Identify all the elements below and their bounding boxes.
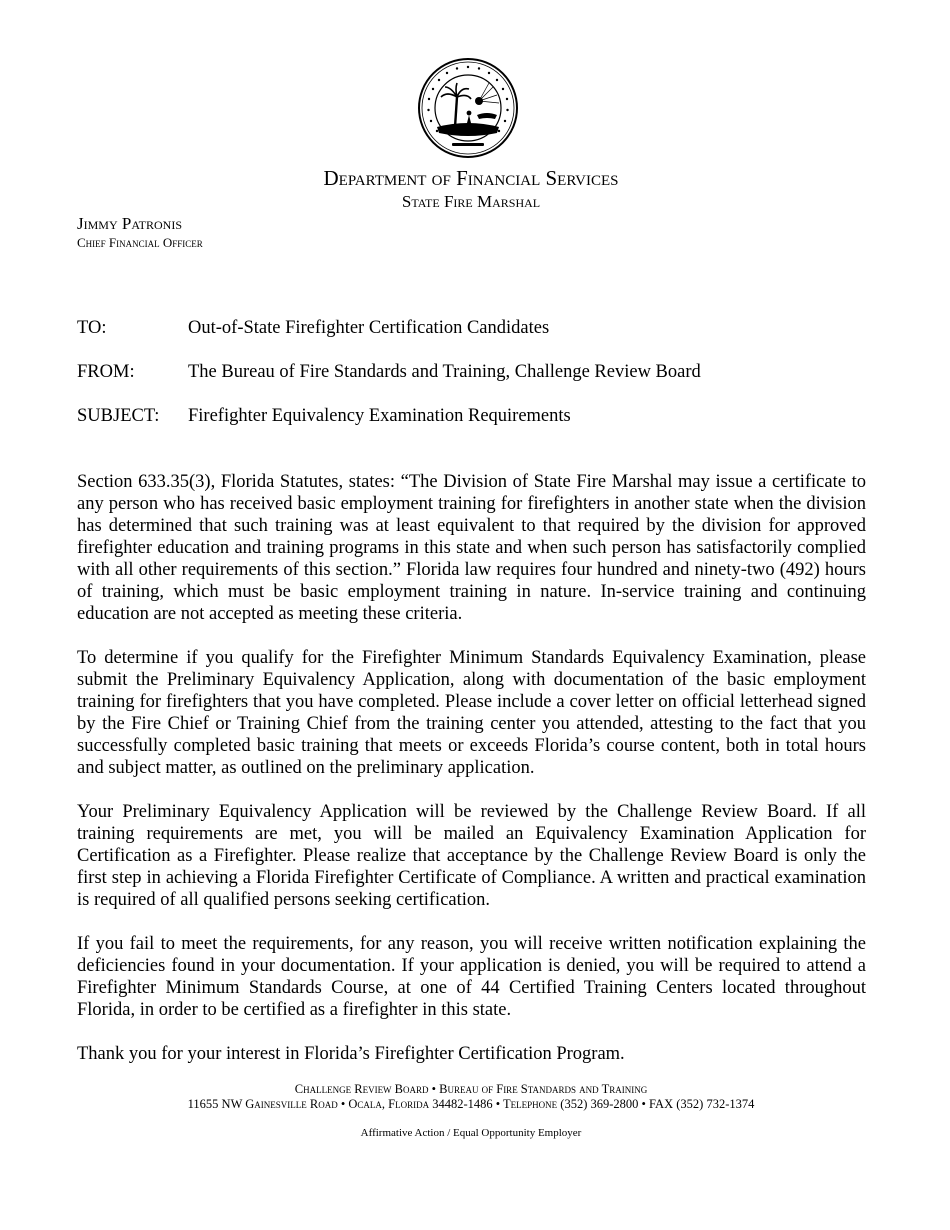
body-paragraph-statute: Section 633.35(3), Florida Statutes, states: “The Division of State Fire Marshal may issue a certificate to any person who has received basic employment training for firefighters in another state when the division has determined that such training was at least equivalent to that required by the division for approved firefighter education and training programs in this state and when such person has satisfactorily complied with all other requirements of this section.” Florida law requires four hundred and ninety-two (492) hours of training, which must be basic employment training in nature. In-service training and continuing education are not accepted as meeting these criteria. [77, 472, 866, 624]
body-paragraph-review: Your Preliminary Equivalency Application will be reviewed by the Challenge Review Board. If all training requirements are met, you will be mailed an Equivalency Examination Application for Certification as a Firefighter. Please realize that acceptance by the Challenge Review Board is only the first step in achieving a Florida Firefighter Certificate of Compliance. A written and practical examination is required of all qualified persons seeking certification. [77, 802, 866, 910]
memo-from-value: The Bureau of Fire Standards and Training, Challenge Review Board [188, 362, 701, 382]
memo-to-label: TO: [77, 318, 107, 338]
department-title: Department of Financial Services [323, 166, 619, 190]
footer-eoe: Affirmative Action / Equal Opportunity Employer [360, 1127, 582, 1139]
official-title: Chief Financial Officer [77, 235, 203, 250]
division-title: State Fire Marshal [401, 192, 541, 211]
memo-to-value: Out-of-State Firefighter Certification Candidates [188, 318, 550, 338]
florida-state-seal-icon [417, 57, 519, 159]
body-paragraph-application: To determine if you qualify for the Firefighter Minimum Standards Equivalency Examination, please submit the Preliminary Equivalency Application, along with documentation of the basic employment training for firefighters that you have completed. Please include a cover letter on official letterhead signed by the Fire Chief or Training Chief from the training center you attended, attesting to the fact that you successfully completed basic training that meets or exceeds Florida’s course content, both in total hours and subject matter, as outlined on the preliminary application. [77, 648, 866, 778]
memo-subject-value: Firefighter Equivalency Examination Requirements [188, 406, 571, 426]
footer-office: Challenge Review Board • Bureau of Fire Standards and Training [294, 1082, 648, 1096]
memo-subject-label: SUBJECT: [77, 406, 160, 426]
memo-from-label: FROM: [77, 362, 135, 382]
letter-body [77, 471, 866, 1087]
body-paragraph-denial: If you fail to meet the requirements, for any reason, you will receive written notification explaining the deficiencies found in your documentation. If your application is denied, you will be required to attend a Firefighter Minimum Standards Course, at one of 44 Certified Training Centers located throughout Florida, in order to be certified as a firefighter in this state. [77, 934, 866, 1020]
body-paragraph-closing: Thank you for your interest in Florida’s Firefighter Certification Program. [77, 1044, 625, 1064]
official-name: Jimmy Patronis [77, 214, 182, 233]
footer-address: 11655 NW Gainesville Road • Ocala, Florida 34482-1486 • Telephone (352) 369-2800 • FAX (352) 732-1374 [187, 1097, 755, 1111]
